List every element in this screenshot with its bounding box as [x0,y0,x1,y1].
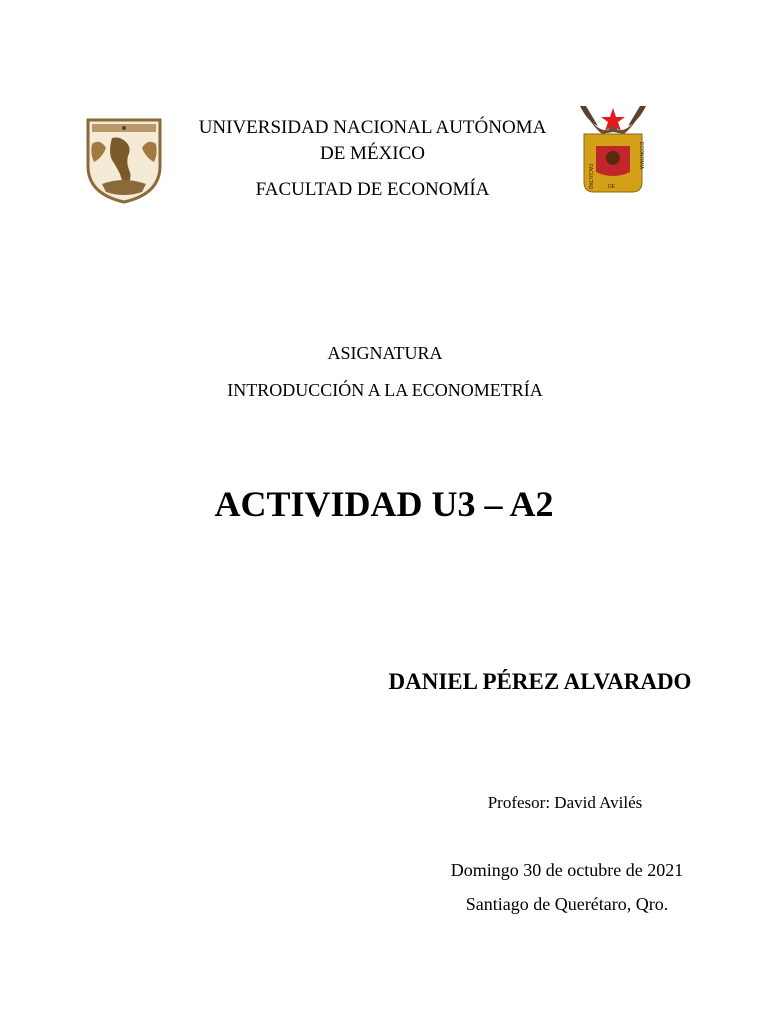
faculty-economics-logo [578,102,648,194]
professor-line: Profesor: David Avilés [487,793,643,812]
unam-shield-logo [82,114,166,204]
subject-name: INTRODUCCIÓN A LA ECONOMETRÍA [227,380,543,400]
header-block [180,115,565,203]
faculty-logo-text-right: ECONOMIA [638,142,644,170]
activity-title: ACTIVIDAD U3 – A2 [214,484,554,524]
university-name-line2: DE MÉXICO [319,143,426,164]
author-name: DANIEL PÉREZ ALVARADO [388,669,692,694]
subject-block [180,341,590,402]
faculty-name: FACULTAD DE ECONOMÍA [255,179,490,200]
date-place-block [380,853,754,921]
faculty-logo-text-left: FACULTAD [587,164,593,190]
subject-label: ASIGNATURA [327,343,443,363]
faculty-logo-text-bottom: DE [608,184,615,190]
place-line: Santiago de Querétaro, Qro. [465,894,669,914]
date-line: Domingo 30 de octubre de 2021 [450,860,684,880]
university-name-line1: UNIVERSIDAD NACIONAL AUTÓNOMA [198,117,547,138]
